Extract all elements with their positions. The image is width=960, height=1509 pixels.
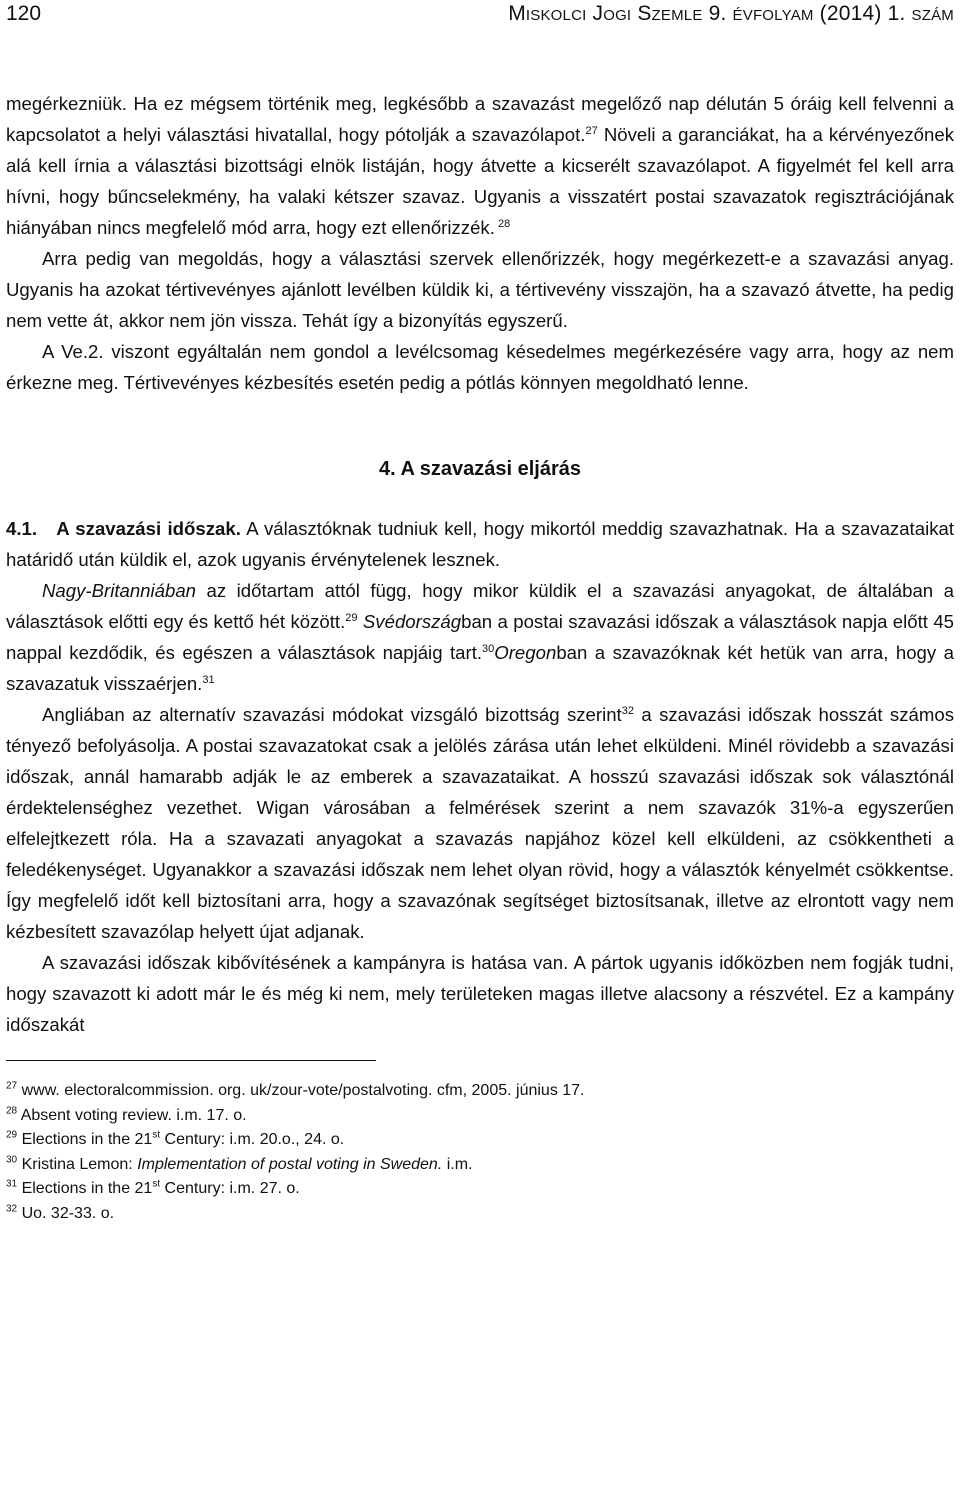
footnote-divider xyxy=(6,1060,376,1061)
footnote: $^{31}$ Elections in the 21st Century: i.m. 27. o. xyxy=(6,1179,300,1198)
footnote: $^{32}$ Uo. 32-33. o. xyxy=(6,1203,115,1222)
page-number: 120 xyxy=(6,2,42,25)
body-text xyxy=(6,88,954,1040)
footnote-ref[interactable]: 31 xyxy=(202,673,215,686)
footnote-ref[interactable]: 27 xyxy=(585,124,598,137)
paragraph: A Ve.2. viszont egyáltalán nem gondol a levélcsomag késedelmes megérkezésére vagy arra, hogy az nem érkezne meg. Tértivevényes kézbesítés esetén pedig a pótlás könnyen megoldható lenne. xyxy=(6,341,954,393)
subsection-title: A szavazási időszak. xyxy=(56,518,241,539)
journal-title: Miskolci Jogi Szemle 9. évfolyam (2014) 1. szám xyxy=(508,2,954,25)
paragraph: megérkezniük. Ha ez mégsem történik meg, legkésőbb a szavazást megelőző nap délután 5 óráig kell felvenni a kapcsolatot a helyi választási hivatallal, hogy pótolják a szavazólapot.$^{27}$ Növeli a garanciákat, ha a kérvényezőnek alá kell írnia a választási bizottsági elnök listáján, hogy átvette a kicserélt szavazólapot. A figyelmét fel kell arra hívni, hogy bűncselekmény, ha valaki kétszer szavaz. Ugyanis a visszatért postai szavazatok regisztrációjának hiányában nincs megfelelő mód arra, hogy ezt ellenőrizzék. $^{28}$ xyxy=(6,93,954,238)
document-page xyxy=(6,0,954,1227)
footnote: $^{29}$ Elections in the 21st Century: i.m. 20.o., 24. o. xyxy=(6,1129,345,1149)
paragraph: 4.1. A szavazási időszak. A választóknak tudniuk kell, hogy mikortól meddig szavazhatnak. Ha a szavazataikat határidő után küldik el, azok ugyanis érvénytelenek lesznek. xyxy=(6,518,955,570)
paragraph: Angliában az alternatív szavazási módokat vizsgáló bizottság szerint$^{32}$ a szavazási időszak hosszát számos tényező befolyásolja. A postai szavazatokat csak a jelölés zárása után lehet elküldeni. Minél rövidebb a szavazási időszak, annál hamarabb adják le az emberek a szavazataikat. A hosszú szavazási időszak sok választónál érdektelenséghez vezethet. Wigan városában a felmérések szerint a nem szavazók 31%-a egyszerűen elfelejtkezett róla. Ha a szavazati anyagokat a szavazás napjához közel kell elküldeni, az csökkentheti a feledékenységet. Ugyanakkor a szavazási időszak nem lehet olyan rövid, hogy a választók kényelmét csökkentse. Így megfelelő időt kell biztosítani arra, hogy a szavazónak segítséget biztosítsanak, illetve az elrontott vagy nem kézbesített szavazólap helyett újat adjanak. xyxy=(6,704,954,942)
footnote-ref[interactable]: 30 xyxy=(482,642,495,655)
footnote: $^{30}$ Kristina Lemon: Implementation of postal voting in Sweden. i.m. xyxy=(6,1154,473,1173)
page-header xyxy=(6,0,954,38)
footnotes xyxy=(6,1079,954,1227)
subsection-number: 4.1. xyxy=(6,518,38,539)
paragraph: Arra pedig van megoldás, hogy a választási szervek ellenőrizzék, hogy megérkezett-e a szavazási anyag. Ugyanis ha azokat tértivevényes ajánlott levélben küldik ki, a tértivevény visszajön, ha a szavazó átvette, ha pedig nem vette át, akkor nem jön vissza. Tehát így a bizonyítás egyszerű. xyxy=(6,248,954,331)
footnote-ref[interactable]: 28 xyxy=(494,217,511,230)
footnote-ref[interactable]: 32 xyxy=(621,704,634,717)
section-heading: 4. A szavazási eljárás xyxy=(379,458,581,480)
footnote-ref[interactable]: 29 xyxy=(345,611,358,624)
paragraph: A szavazási időszak kibővítésének a kampányra is hatása van. A pártok ugyanis időközben nem fogják tudni, hogy szavazott ki adott már le és még ki nem, mely területeken magas illetve alacsony a részvétel. Ez a kampány időszakát xyxy=(6,952,954,1035)
footnote: $^{28}$ Absent voting review. i.m. 17. o. xyxy=(6,1105,247,1124)
footnote: $^{27}$ www. electoralcommission. org. uk/zour-vote/postalvoting. cfm, 2005. június 17. xyxy=(6,1080,585,1099)
paragraph: Nagy-Britanniában az időtartam attól függ, hogy mikor küldik el a szavazási anyagokat, de általában a választások előtti egy és kettő hét között.$^{29}$ Svédországban a postai szavazási időszak a választások napja előtt 45 nappal kezdődik, és egészen a választások napjáig tart.$^{30}$Oregonban a szavazóknak két hetük van arra, hogy a szavazatuk visszaérjen.$^{31}$ xyxy=(6,580,955,694)
